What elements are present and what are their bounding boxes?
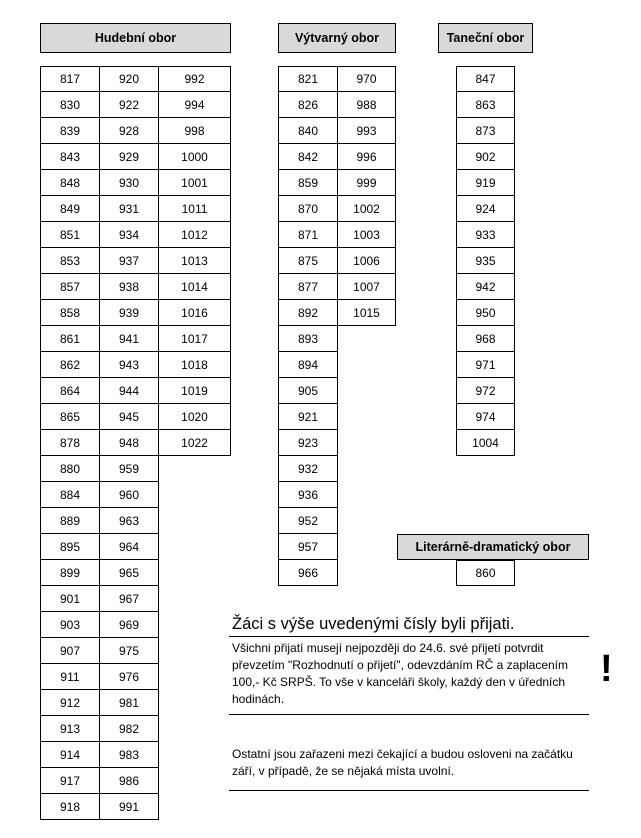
tanecni-header: Taneční obor (438, 23, 533, 53)
hudebni-number-cell: 830 (40, 92, 100, 118)
vytvarny-number-cell: 842 (278, 144, 338, 170)
hudebni-number-cell: 901 (40, 586, 100, 612)
hudebni-number-cell: 1001 (158, 170, 231, 196)
literarne-number-cell: 860 (456, 560, 515, 586)
hudebni-number-cell: 969 (99, 612, 159, 638)
hudebni-number-cell: 983 (99, 742, 159, 768)
hudebni-number-cell: 943 (99, 352, 159, 378)
hudebni-number-cell: 1000 (158, 144, 231, 170)
hudebni-number-cell: 843 (40, 144, 100, 170)
hudebni-number-cell: 963 (99, 508, 159, 534)
hudebni-number-cell: 911 (40, 664, 100, 690)
literarne-header: Literárně-dramatický obor (397, 534, 589, 560)
hudebni-number-cell: 865 (40, 404, 100, 430)
hudebni-number-cell: 922 (99, 92, 159, 118)
hudebni-number-cell: 991 (99, 794, 159, 820)
hudebni-number-cell: 959 (99, 456, 159, 482)
vytvarny-number-cell: 905 (278, 378, 338, 404)
hudebni-number-cell: 917 (40, 768, 100, 794)
hudebni-number-cell: 889 (40, 508, 100, 534)
hudebni-number-cell: 1020 (158, 404, 231, 430)
notice-paragraph-1: Všichni přijatí musejí nejpozději do 24.6. své přijetí potvrdit převzetím "Rozhodnutí o přijetí", odevzdáním RČ a zaplacením 100,- Kč SRPŠ. To vše v kanceláři školy, každý den v úředních hodinách. (232, 641, 569, 706)
tanecni-number-cell: 968 (456, 326, 515, 352)
hudebni-number-cell: 1022 (158, 430, 231, 456)
hudebni-number-cell: 853 (40, 248, 100, 274)
hudebni-number-cell: 864 (40, 378, 100, 404)
tanecni-number-cell: 863 (456, 92, 515, 118)
vytvarny-number-cell: 1015 (337, 300, 396, 326)
hudebni-number-cell: 913 (40, 716, 100, 742)
hudebni-number-cell: 1019 (158, 378, 231, 404)
tanecni-number-cell: 924 (456, 196, 515, 222)
vytvarny-number-cell: 921 (278, 404, 338, 430)
vytvarny-number-cell: 893 (278, 326, 338, 352)
hudebni-number-cell: 939 (99, 300, 159, 326)
hudebni-number-cell: 861 (40, 326, 100, 352)
hudebni-number-cell: 930 (99, 170, 159, 196)
hudebni-number-cell: 878 (40, 430, 100, 456)
notice-heading: Žáci s výše uvedenými čísly byli přijati. (232, 615, 515, 633)
hudebni-number-cell: 981 (99, 690, 159, 716)
tanecni-number-cell: 919 (456, 170, 515, 196)
vytvarny-col1 (278, 66, 338, 586)
vytvarny-number-cell: 1003 (337, 222, 396, 248)
vytvarny-number-cell: 1002 (337, 196, 396, 222)
hudebni-number-cell: 986 (99, 768, 159, 794)
vytvarny-number-cell: 826 (278, 92, 338, 118)
hudebni-col1 (40, 66, 100, 820)
vytvarny-number-cell: 936 (278, 482, 338, 508)
hudebni-number-cell: 903 (40, 612, 100, 638)
vytvarny-number-cell: 1007 (337, 274, 396, 300)
tanecni-number-cell: 933 (456, 222, 515, 248)
tanecni-col1 (456, 66, 515, 456)
vytvarny-number-cell: 957 (278, 534, 338, 560)
hudebni-number-cell: 928 (99, 118, 159, 144)
hudebni-number-cell: 862 (40, 352, 100, 378)
vytvarny-number-cell: 892 (278, 300, 338, 326)
hudebni-number-cell: 1016 (158, 300, 231, 326)
hudebni-header: Hudební obor (40, 23, 231, 53)
vytvarny-number-cell: 999 (337, 170, 396, 196)
hudebni-number-cell: 839 (40, 118, 100, 144)
vytvarny-number-cell: 993 (337, 118, 396, 144)
vytvarny-number-cell: 966 (278, 560, 338, 586)
vytvarny-number-cell: 932 (278, 456, 338, 482)
vytvarny-number-cell: 870 (278, 196, 338, 222)
vytvarny-number-cell: 821 (278, 66, 338, 92)
hudebni-number-cell: 817 (40, 66, 100, 92)
tanecni-number-cell: 942 (456, 274, 515, 300)
hudebni-number-cell: 912 (40, 690, 100, 716)
hudebni-number-cell: 884 (40, 482, 100, 508)
tanecni-number-cell: 974 (456, 404, 515, 430)
vytvarny-number-cell: 996 (337, 144, 396, 170)
hudebni-number-cell: 948 (99, 430, 159, 456)
hudebni-number-cell: 945 (99, 404, 159, 430)
vytvarny-number-cell: 952 (278, 508, 338, 534)
vytvarny-header: Výtvarný obor (278, 23, 396, 53)
hudebni-number-cell: 1013 (158, 248, 231, 274)
hudebni-number-cell: 976 (99, 664, 159, 690)
hudebni-number-cell: 858 (40, 300, 100, 326)
literarne-col1 (456, 560, 515, 586)
vytvarny-number-cell: 877 (278, 274, 338, 300)
tanecni-number-cell: 972 (456, 378, 515, 404)
hudebni-number-cell: 964 (99, 534, 159, 560)
hudebni-number-cell: 941 (99, 326, 159, 352)
vytvarny-number-cell: 875 (278, 248, 338, 274)
tanecni-number-cell: 950 (456, 300, 515, 326)
hudebni-number-cell: 944 (99, 378, 159, 404)
vytvarny-number-cell: 840 (278, 118, 338, 144)
hudebni-number-cell: 975 (99, 638, 159, 664)
hudebni-number-cell: 998 (158, 118, 231, 144)
vytvarny-number-cell: 871 (278, 222, 338, 248)
paragraph-divider (229, 714, 589, 715)
hudebni-number-cell: 1014 (158, 274, 231, 300)
tanecni-number-cell: 935 (456, 248, 515, 274)
hudebni-number-cell: 880 (40, 456, 100, 482)
hudebni-number-cell: 851 (40, 222, 100, 248)
tanecni-number-cell: 873 (456, 118, 515, 144)
vytvarny-col2 (337, 66, 396, 326)
notice-paragraph-2: Ostatní jsou zařazeni mezi čekající a budou osloveni na začátku září, v případě, že se nějaká místa uvolní. (232, 747, 573, 778)
vytvarny-number-cell: 970 (337, 66, 396, 92)
tanecni-number-cell: 1004 (456, 430, 515, 456)
hudebni-number-cell: 849 (40, 196, 100, 222)
vytvarny-number-cell: 894 (278, 352, 338, 378)
tanecni-number-cell: 971 (456, 352, 515, 378)
hudebni-number-cell: 920 (99, 66, 159, 92)
hudebni-number-cell: 848 (40, 170, 100, 196)
hudebni-number-cell: 960 (99, 482, 159, 508)
heading-divider (229, 636, 589, 637)
hudebni-col3 (158, 66, 231, 456)
hudebni-number-cell: 938 (99, 274, 159, 300)
hudebni-number-cell: 918 (40, 794, 100, 820)
hudebni-number-cell: 857 (40, 274, 100, 300)
hudebni-number-cell: 1011 (158, 196, 231, 222)
hudebni-number-cell: 994 (158, 92, 231, 118)
vytvarny-number-cell: 1006 (337, 248, 396, 274)
hudebni-number-cell: 931 (99, 196, 159, 222)
exclamation-mark: ! (600, 648, 613, 690)
hudebni-number-cell: 929 (99, 144, 159, 170)
hudebni-number-cell: 967 (99, 586, 159, 612)
vytvarny-number-cell: 923 (278, 430, 338, 456)
hudebni-number-cell: 965 (99, 560, 159, 586)
tanecni-number-cell: 902 (456, 144, 515, 170)
hudebni-col2 (99, 66, 159, 820)
tanecni-number-cell: 847 (456, 66, 515, 92)
hudebni-number-cell: 899 (40, 560, 100, 586)
hudebni-number-cell: 934 (99, 222, 159, 248)
hudebni-number-cell: 937 (99, 248, 159, 274)
hudebni-number-cell: 907 (40, 638, 100, 664)
vytvarny-number-cell: 988 (337, 92, 396, 118)
vytvarny-number-cell: 859 (278, 170, 338, 196)
hudebni-number-cell: 1018 (158, 352, 231, 378)
hudebni-number-cell: 895 (40, 534, 100, 560)
hudebni-number-cell: 1012 (158, 222, 231, 248)
hudebni-number-cell: 992 (158, 66, 231, 92)
hudebni-number-cell: 1017 (158, 326, 231, 352)
hudebni-number-cell: 914 (40, 742, 100, 768)
hudebni-number-cell: 982 (99, 716, 159, 742)
bottom-divider (229, 790, 589, 791)
